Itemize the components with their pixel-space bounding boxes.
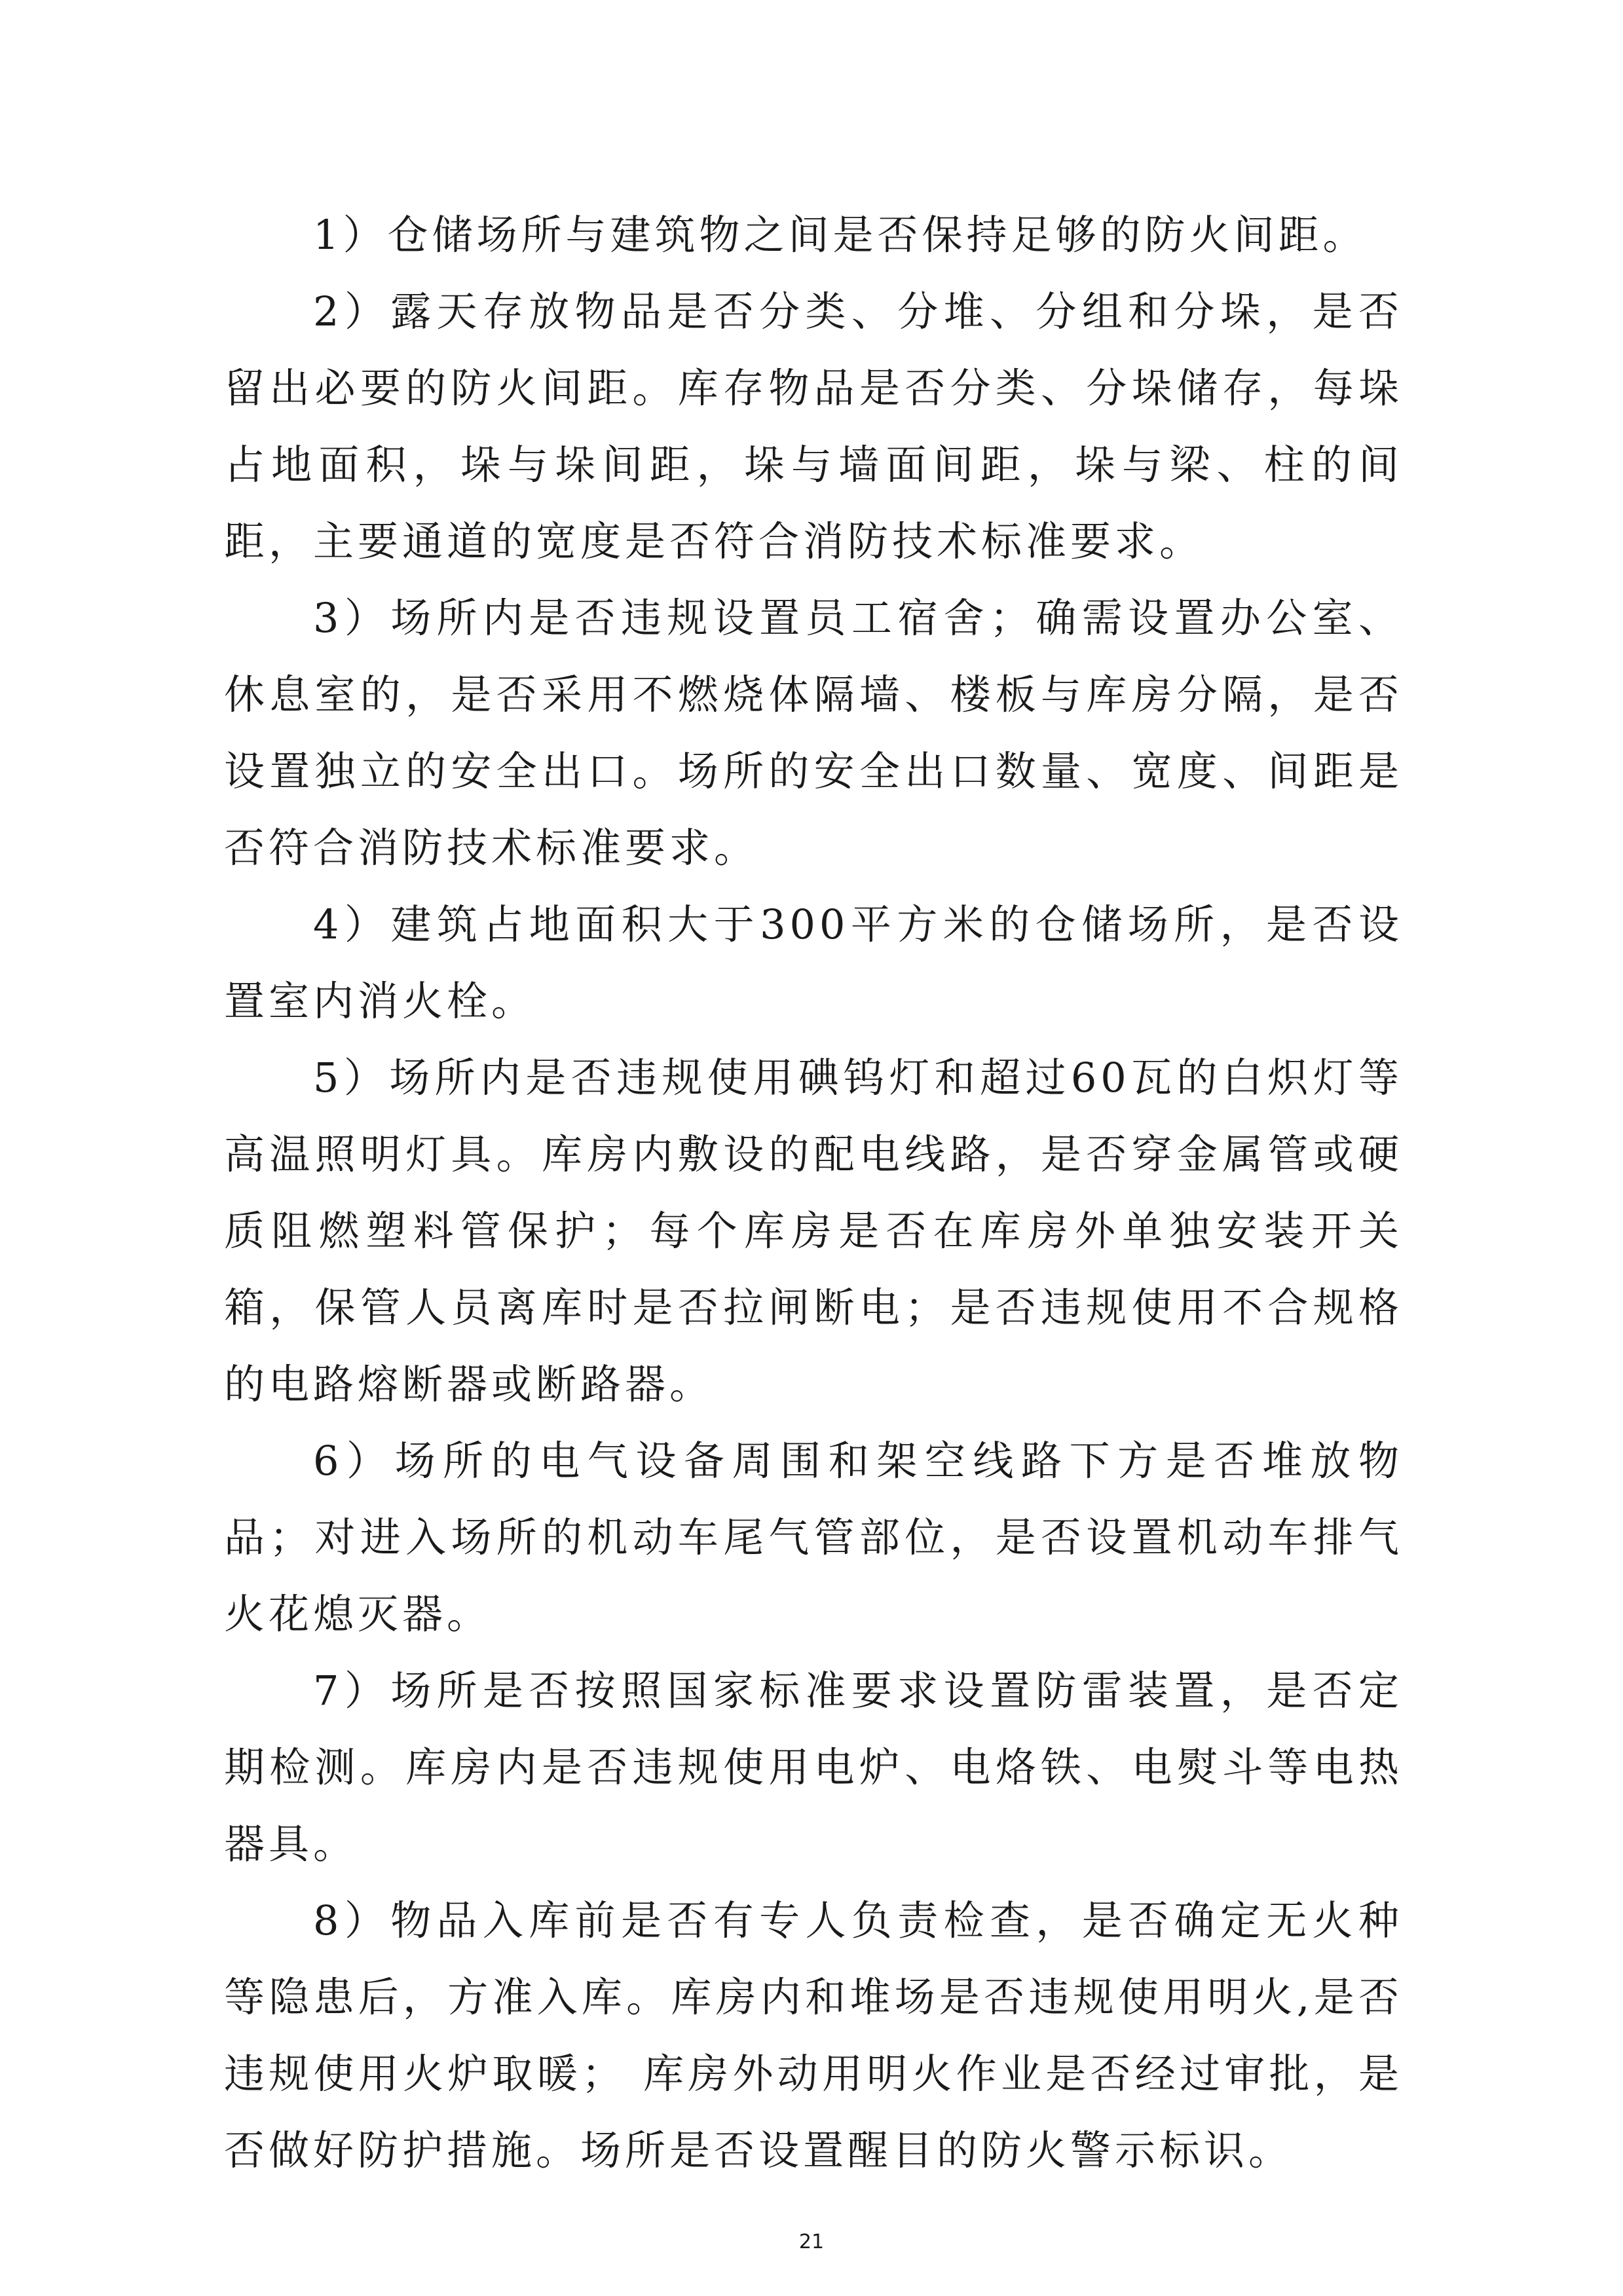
- document-body: [224, 196, 1403, 2189]
- paragraph-4: 4）建筑占地面积大于300平方米的仓储场所，是否设置室内消火栓。: [224, 900, 1403, 1025]
- page-number: 21: [798, 2231, 825, 2253]
- paragraph-8: 8）物品入库前是否有专人负责检查，是否确定无火种等隐患后，方准入库。库房内和堆场是否违规使用明火,是否违规使用火炉取暖； 库房外动用明火作业是否经过审批，是否做好防护措施。场所是否设置醒目的防火警示标识。: [224, 1897, 1403, 2174]
- paragraph-7: 7）场所是否按照国家标准要求设置防雷装置，是否定期检测。库房内是否违规使用电炉、电烙铁、电熨斗等电热器具。: [224, 1667, 1403, 1868]
- paragraph-2: 2）露天存放物品是否分类、分堆、分组和分垛，是否留出必要的防火间距。库存物品是否分类、分垛储存，每垛占地面积，垛与垛间距，垛与墙面间距，垛与梁、柱的间距，主要通道的宽度是否符合消防技术标准要求。: [224, 287, 1403, 565]
- paragraph-5: 5）场所内是否违规使用碘钨灯和超过60瓦的白炽灯等高温照明灯具。库房内敷设的配电线路，是否穿金属管或硬质阻燃塑料管保护；每个库房是否在库房外单独安装开关箱，保管人员离库时是否拉闸断电；是否违规使用不合规格的电路熔断器或断路器。: [224, 1054, 1403, 1408]
- paragraph-3: 3）场所内是否违规设置员工宿舍；确需设置办公室、休息室的，是否采用不燃烧体隔墙、楼板与库房分隔，是否设置独立的安全出口。场所的安全出口数量、宽度、间距是否符合消防技术标准要求。: [224, 594, 1403, 872]
- paragraph-6: 6）场所的电气设备周围和架空线路下方是否堆放物品；对进入场所的机动车尾气管部位，是否设置机动车排气火花熄灭器。: [224, 1437, 1403, 1638]
- paragraph-1: 1）仓储场所与建筑物之间是否保持足够的防火间距。: [313, 211, 1368, 259]
